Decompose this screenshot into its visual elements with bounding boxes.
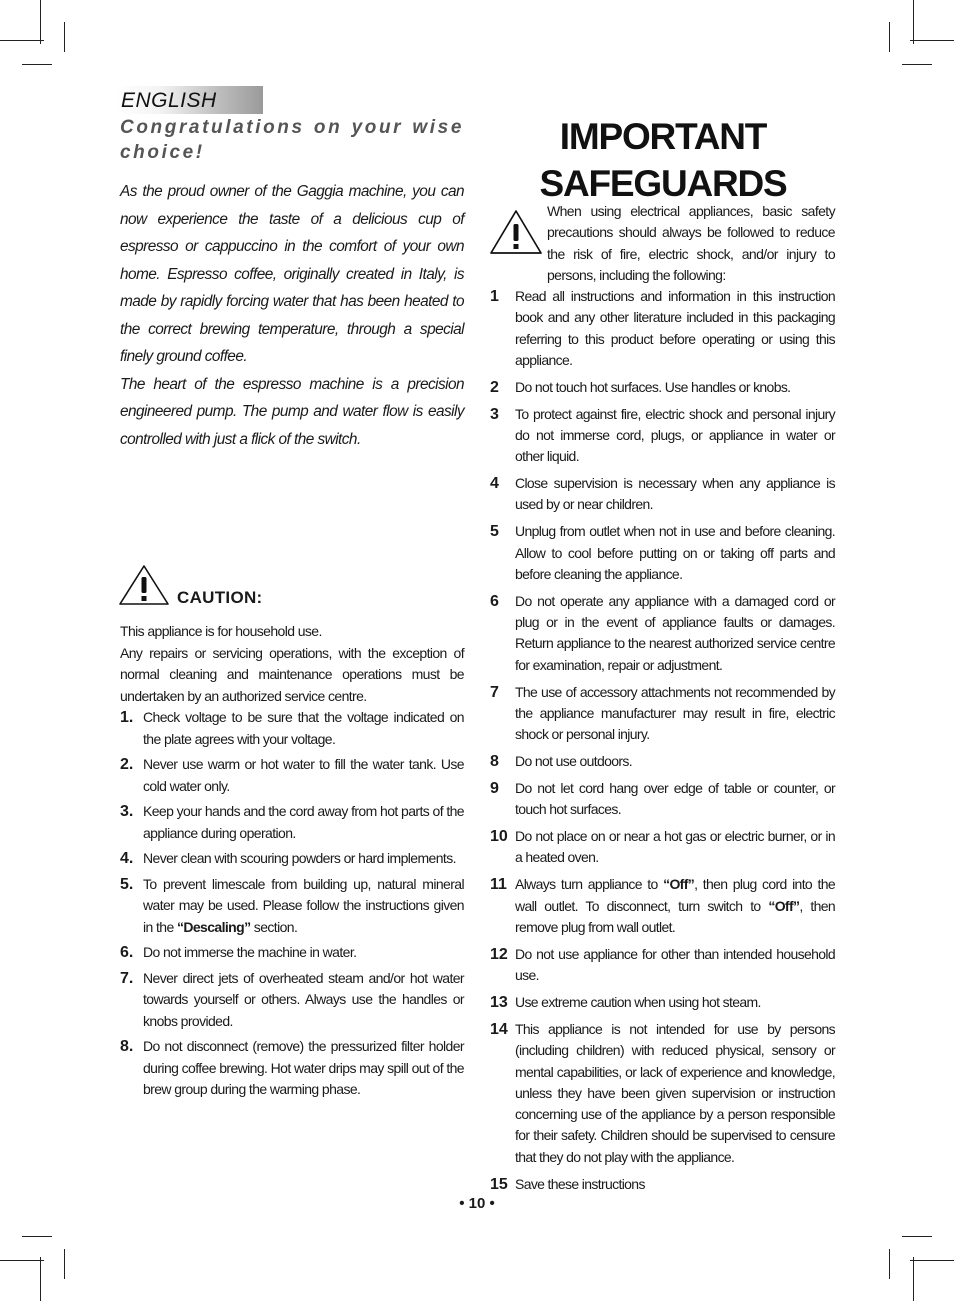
caution-paragraph: This appliance is for household use. [120,623,322,639]
list-item: 11 Always turn appliance to “Off”, then plug cord into the wall outlet. To disconnect, turn switch to “Off”, then remove plug from wall outlet. [490,876,835,935]
list-item: 1 Read all instructions and information in this instruction book and any other literature included in this packaging referring to this product before operating or using this appliance. [490,288,835,368]
list-item: 2 Do not touch hot surfaces. Use handles or knobs. [490,378,791,396]
caution-title: CAUTION: [177,588,263,607]
caution-paragraph: Any repairs or servicing operations, with the exception of normal cleaning and maintenance operations must be undertaken by an authorized service centre. [120,644,464,704]
list-item: 3. Keep your hands and the cord away from hot parts of the appliance during operation. [120,803,464,841]
page-title: IMPORTANT SAFEGUARDS [539,116,787,204]
list-item: 5 Unplug from outlet when not in use and before cleaning. Allow to cool before putting on or taking off parts and before cleaning the appliance. [490,523,835,582]
list-item: 4. Never clean with scouring powders or hard implements. [120,850,456,867]
page-number: • 10 • [459,1195,495,1212]
warning-triangle-icon [118,563,170,607]
list-item: 12 Do not use appliance for other than intended household use. [490,945,835,984]
caution-list [120,707,464,1101]
list-item: 2. Never use warm or hot water to fill the water tank. Use cold water only. [120,756,464,794]
list-item: 15 Save these instructions [490,1175,645,1193]
list-item: 3 To protect against fire, electric shock and personal injury do not immerse cord, plugs, or appliance in water or other liquid. [490,405,835,465]
safeguards-list [490,286,835,1200]
language-label: ENGLISH [121,89,217,112]
list-item: 8 Do not use outdoors. [490,753,632,771]
intro-text [120,178,464,453]
list-item: 14 This appliance is not intended for use by persons (including children) with reduced physical, sensory or mental capabilities, or lack of experience and knowledge, unless they have been given supervision or instruction concerning use of the appliance by a person responsible for their safety. Children should be supervised to censure that they do not play with the appliance. [490,1020,835,1165]
list-item: 9 Do not let cord hang over edge of table or counter, or touch hot surfaces. [490,779,835,818]
list-item: 10 Do not place on or near a hot gas or electric burner, or in a heated oven. [490,828,835,866]
language-tab [117,86,263,114]
caution-section [120,621,464,1105]
congratulations-heading: Congratulations on your wise choice! [120,117,464,163]
list-item: 6. Do not immerse the machine in water. [120,944,357,961]
list-item: 8. Do not disconnect (remove) the pressurized filter holder during coffee brewing. Hot water drips may spill out of the brew group during the warming phase. [120,1038,464,1097]
list-item: 5. To prevent limescale from building up, natural mineral water may be used. Please follow the instructions given in the “Descaling” section. [120,875,464,935]
list-item: 13 Use extreme caution when using hot steam. [490,994,761,1012]
warning-triangle-icon [489,208,543,256]
intro-paragraph: As the proud owner of the Gaggia machine, you can now experience the taste of a delicious cup of espresso or cappuccino in the comfort of your own home. Espresso coffee, originally created in Italy, is made by rapidly forcing water that has been heated to the correct brewing temperature, through a special finely ground coffee. [120,183,464,365]
list-item: 7. Never direct jets of overheated steam and/or hot water towards yourself or others. Always use the handles or knobs provided. [120,969,464,1029]
list-item: 7 The use of accessory attachments not recommended by the appliance manufacturer may result in fire, electric shock or personal injury. [490,683,835,743]
safeguards-intro: When using electrical appliances, basic safety precautions should always be followed to reduce the risk of fire, electric shock, and/or injury to persons, including the following: [547,203,835,283]
list-item: 4 Close supervision is necessary when any appliance is used by or near children. [490,475,835,513]
list-item: 1. Check voltage to be sure that the voltage indicated on the plate agrees with your voltage. [120,709,464,747]
list-item: 6 Do not operate any appliance with a damaged cord or plug or in the event of appliance faults or damages. Return appliance to the nearest authorized service centre for examination, repair or adjustment. [490,592,835,673]
intro-paragraph: The heart of the espresso machine is a precision engineered pump. The pump and water flow is easily controlled with just a flick of the switch. [120,375,464,448]
